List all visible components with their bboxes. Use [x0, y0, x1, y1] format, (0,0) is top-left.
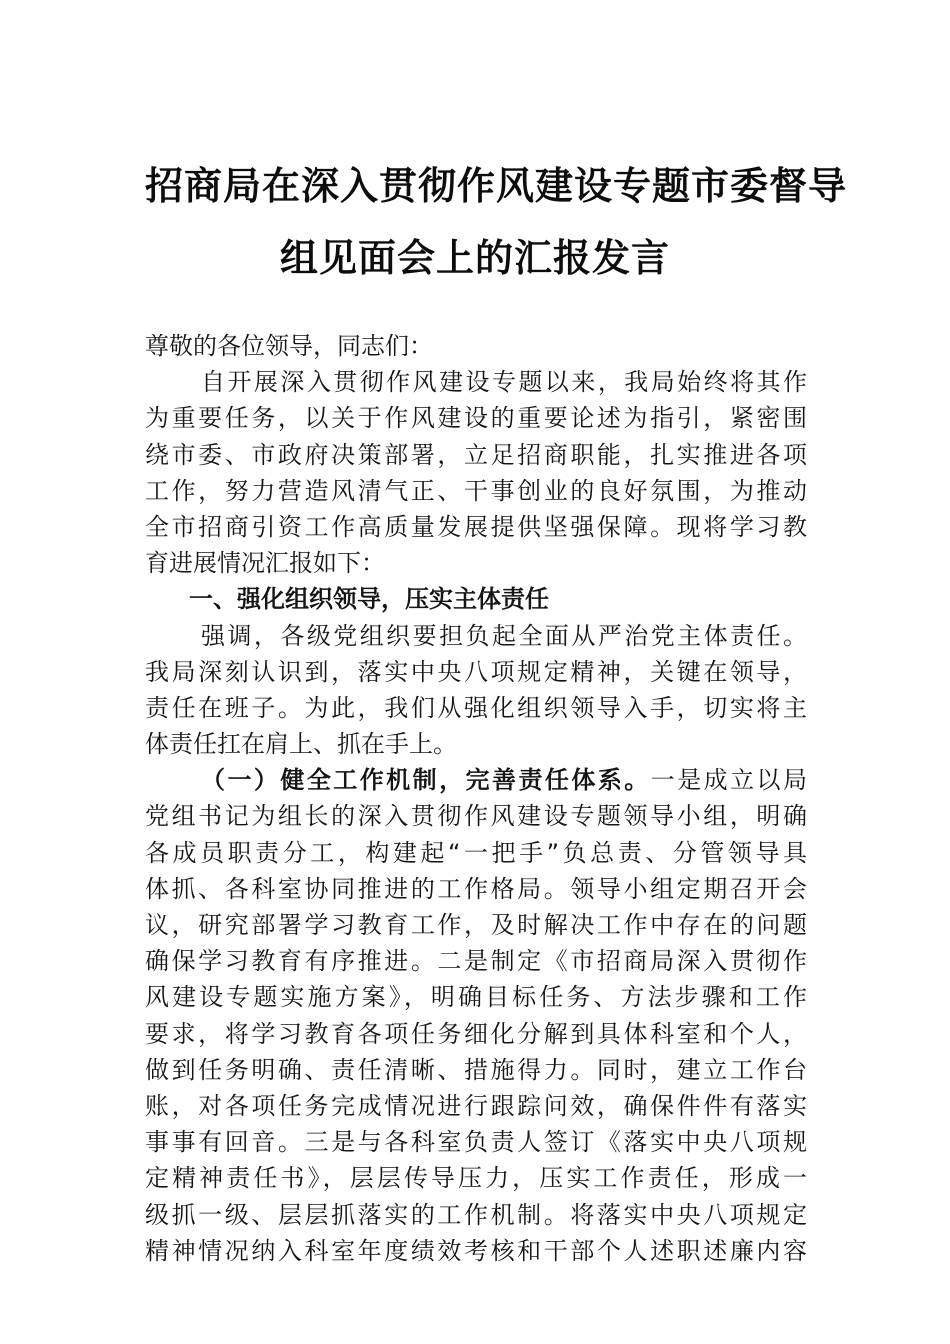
- paragraph-line: 绕市委、市政府决策部署，立足招商职能，扎实推进各项: [145, 440, 807, 469]
- paragraph-line: 定精神责任书》，层层传导压力，压实工作责任，形成一: [145, 1164, 807, 1193]
- paragraph-line: 确保学习教育有序推进。二是制定《市招商局深入贯彻作: [145, 947, 807, 976]
- paragraph-line: 强调，各级党组织要担负起全面从严治党主体责任。: [201, 621, 807, 650]
- paragraph-line: 级抓一级、层层抓落实的工作机制。将落实中央八项规定: [145, 1200, 807, 1229]
- subsection-first-line: [145, 762, 807, 798]
- paragraph-line: 党组书记为组长的深入贯彻作风建设专题领导小组，明确: [145, 802, 807, 831]
- paragraph-line: 事事有回音。三是与各科室负责人签订《落实中央八项规: [145, 1128, 807, 1157]
- paragraph-line: 工作，努力营造风清气正、干事创业的良好氛围，为推动: [145, 476, 807, 505]
- paragraph-line: 账，对各项任务完成情况进行跟踪问效，确保件件有落实: [145, 1091, 807, 1120]
- document-body: [145, 328, 807, 1269]
- subsection-first-rest: 一是成立以局: [650, 766, 808, 795]
- paragraph-line: 育进展情况汇报如下：: [145, 549, 385, 578]
- document-title-line-2: 组见面会上的汇报发言: [279, 235, 670, 280]
- paragraph-line: 精神情况纳入科室年度绩效考核和干部个人述职述廉内容: [145, 1236, 807, 1265]
- paragraph-line: 体抓、各科室协同推进的工作格局。领导小组定期召开会: [145, 874, 807, 903]
- paragraph-line: 责任在班子。为此，我们从强化组织领导入手，切实将主: [145, 693, 807, 722]
- salutation: 尊敬的各位领导，同志们：: [145, 332, 433, 360]
- paragraph-line: 全市招商引资工作高质量发展提供坚强保障。现将学习教: [145, 512, 807, 541]
- paragraph-line: 体责任扛在肩上、抓在手上。: [145, 730, 457, 759]
- subsection-heading: （一）健全工作机制，完善责任体系。: [201, 766, 651, 795]
- paragraph-line: 各成员职责分工，构建起“一把手”负总责、分管领导具: [145, 838, 807, 867]
- paragraph-line: 议，研究部署学习教育工作，及时解决工作中存在的问题: [145, 911, 807, 939]
- paragraph-line: 我局深刻认识到，落实中央八项规定精神，关键在领导，: [145, 657, 807, 686]
- document-title-line-1: 招商局在深入贯彻作风建设专题市委督导: [145, 163, 848, 208]
- paragraph-line: 做到任务明确、责任清晰、措施得力。同时，建立工作台: [145, 1055, 807, 1084]
- paragraph-line: 为重要任务，以关于作风建设的重要论述为指引，紧密围: [145, 404, 807, 433]
- paragraph-line: 风建设专题实施方案》，明确目标任务、方法步骤和工作: [145, 983, 807, 1012]
- section-heading: 一、强化组织领导，压实主体责任: [189, 585, 549, 614]
- paragraph-line: 要求，将学习教育各项任务细化分解到具体科室和个人，: [145, 1019, 807, 1048]
- paragraph-line: 自开展深入贯彻作风建设专题以来，我局始终将其作: [201, 368, 807, 397]
